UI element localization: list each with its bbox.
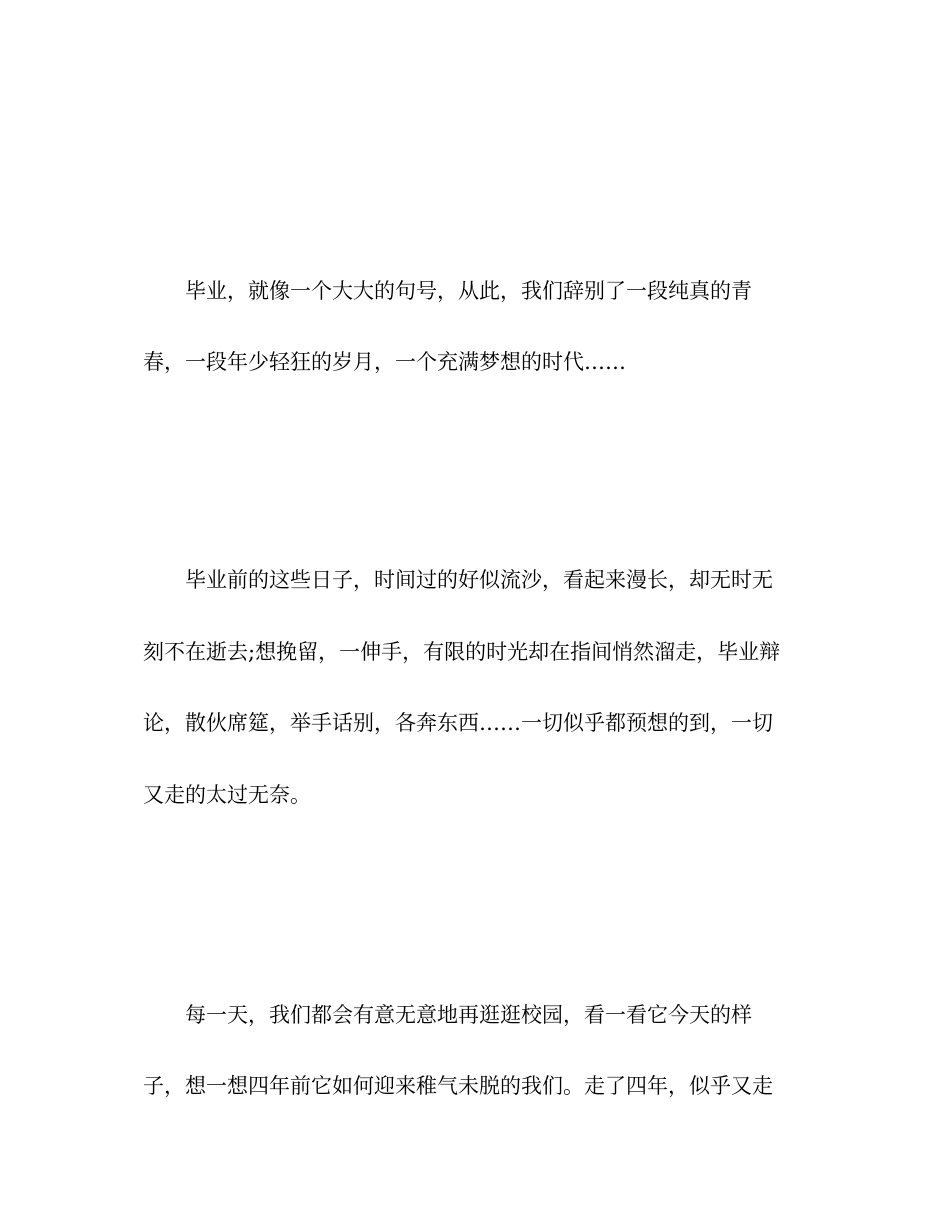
paragraph-line: 毕业前的这些日子，时间过的好似流沙，看起来漫长，却无时无: [185, 568, 773, 592]
paragraph-line: 又走的太过无奈。: [143, 783, 311, 807]
paragraph-line: 毕业，就像一个大大的句号，从此，我们辞别了一段纯真的青: [185, 279, 752, 303]
paragraph-line: 春，一段年少轻狂的岁月，一个充满梦想的时代……: [143, 350, 626, 374]
paragraph-line: 刻不在逝去;想挽留，一伸手，有限的时光却在指间悄然溜走，毕业辩: [143, 640, 781, 664]
paragraph-line: 论，散伙席筵，举手话别，各奔东西……一切似乎都预想的到，一切: [143, 711, 773, 735]
paragraph-line: 子，想一想四年前它如何迎来稚气未脱的我们。走了四年，似乎又走: [143, 1074, 773, 1098]
paragraph-line: 每一天，我们都会有意无意地再逛逛校园，看一看它今天的样: [185, 1003, 752, 1027]
